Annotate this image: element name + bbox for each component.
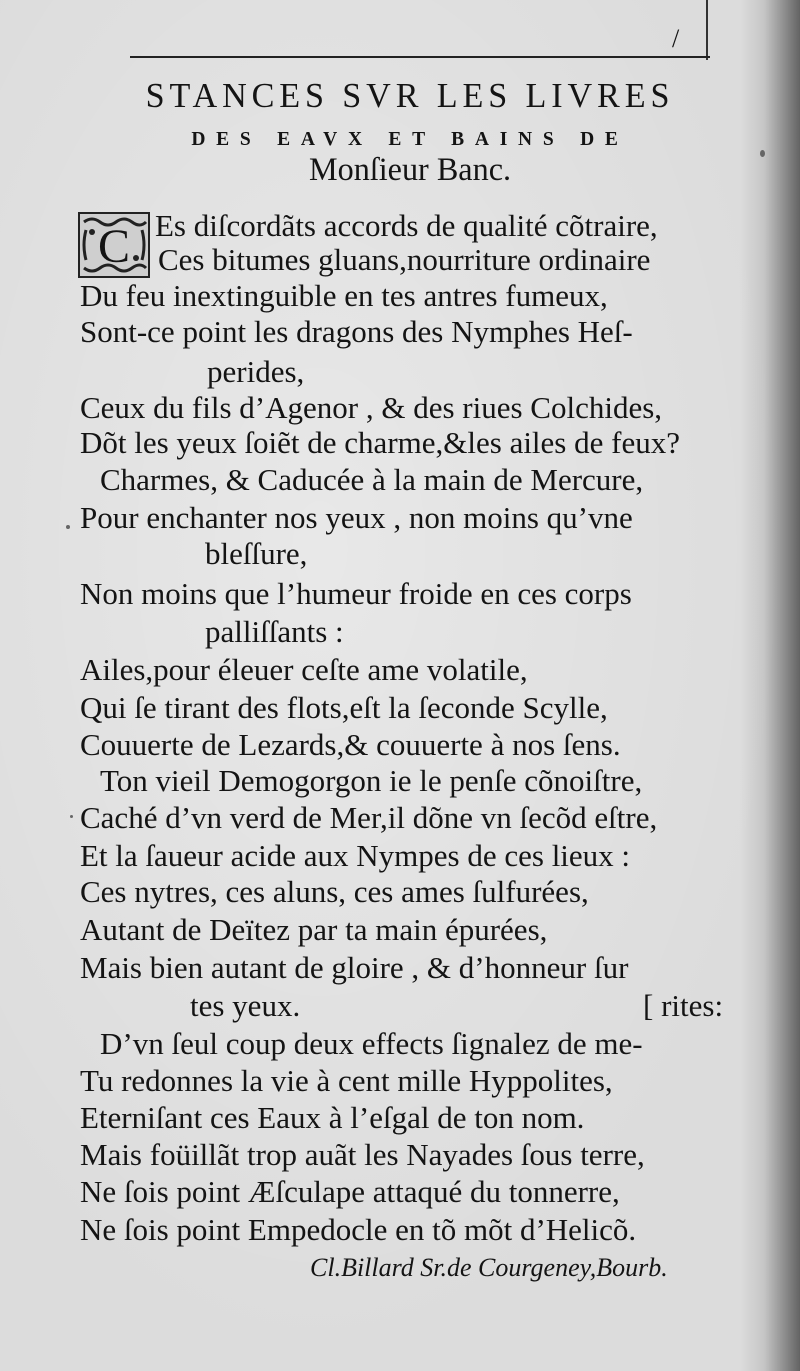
poem-line: Caché d’vn verd de Mer,il dõne vn ſecõd eſtre, <box>80 800 658 835</box>
poem-line: Qui ſe tirant des flots,eſt la ſeconde Scylle, <box>80 690 608 725</box>
poem-line: Es diſcordãts accords de qualité cõtraire, <box>155 208 658 243</box>
ornamental-drop-cap <box>78 212 150 278</box>
poem-line: Mais bien autant de gloire , & d’honneur ſur <box>80 950 629 985</box>
poem-line: Ces nytres, ces aluns, ces ames ſulfurées, <box>80 874 589 909</box>
ink-speck <box>70 815 73 818</box>
poem-line: Eterniſant ces Eaux à l’eſgal de ton nom. <box>80 1100 585 1135</box>
ink-speck <box>66 525 70 529</box>
poem-line: Ces bitumes gluans,nourriture ordinaire <box>158 242 651 277</box>
poem-line: Ne ſois point Empedocle en tõ mõt d’Helicõ. <box>80 1212 637 1247</box>
poem-line: Ton vieil Demogorgon ie le penſe cõnoiſtre, <box>100 763 643 798</box>
poem-line: bleſſure, <box>205 536 308 571</box>
title-line-1: STANCES SVR LES LIVRES <box>145 76 675 115</box>
poem-line: Pour enchanter nos yeux , non moins qu’vne <box>80 500 633 535</box>
ink-speck <box>760 150 765 157</box>
poem-line: perides, <box>207 354 305 389</box>
poem-line: Et la ſaueur acide aux Nympes de ces lieux : <box>80 838 631 873</box>
title-line-2: DES EAVX ET BAINS DE <box>191 128 629 150</box>
page-mark: / <box>672 24 680 53</box>
poem-line: Couuerte de Lezards,& couuerte à nos ſens. <box>80 727 621 762</box>
poem-line: Ne ſois point Æſculape attaqué du tonnerre, <box>80 1174 620 1209</box>
poem-line: Ceux du fils d’Agenor , & des riues Colchides, <box>80 390 663 425</box>
author-signature: Cl.Billard Sr.de Courgeney,Bourb. <box>310 1253 668 1282</box>
poem-line: [ rites: <box>643 988 724 1023</box>
gutter-shadow <box>740 0 800 1371</box>
poem-line: tes yeux. <box>190 988 301 1023</box>
header-rule <box>130 56 710 58</box>
title-line-3: Monſieur Banc. <box>308 152 512 188</box>
svg-text:C: C <box>97 220 131 273</box>
poem-line: Mais foüillãt trop auãt les Nayades ſous terre, <box>80 1137 645 1172</box>
drop-cap-ornament-icon <box>78 212 150 278</box>
poem-line: Tu redonnes la vie à cent mille Hyppolites, <box>80 1063 613 1098</box>
poem-line: palliſſants : <box>205 614 344 649</box>
poem-line: Du feu inextinguible en tes antres fumeux, <box>80 278 608 313</box>
poem-line: D’vn ſeul coup deux effects ſignalez de me- <box>100 1026 643 1061</box>
gutter-line <box>706 0 708 60</box>
poem-line: Autant de Deïtez par ta main épurées, <box>80 912 548 947</box>
poem-line: Non moins que l’humeur froide en ces corps <box>80 576 632 611</box>
poem-line: Ailes,pour éleuer ceſte ame volatile, <box>80 652 528 687</box>
poem-line: Sont-ce point les dragons des Nymphes Heſ- <box>80 314 633 349</box>
poem-line: Dõt les yeux ſoiẽt de charme,&les ailes de feux? <box>80 425 680 460</box>
poem-line: Charmes, & Caducée à la main de Mercure, <box>100 462 644 497</box>
